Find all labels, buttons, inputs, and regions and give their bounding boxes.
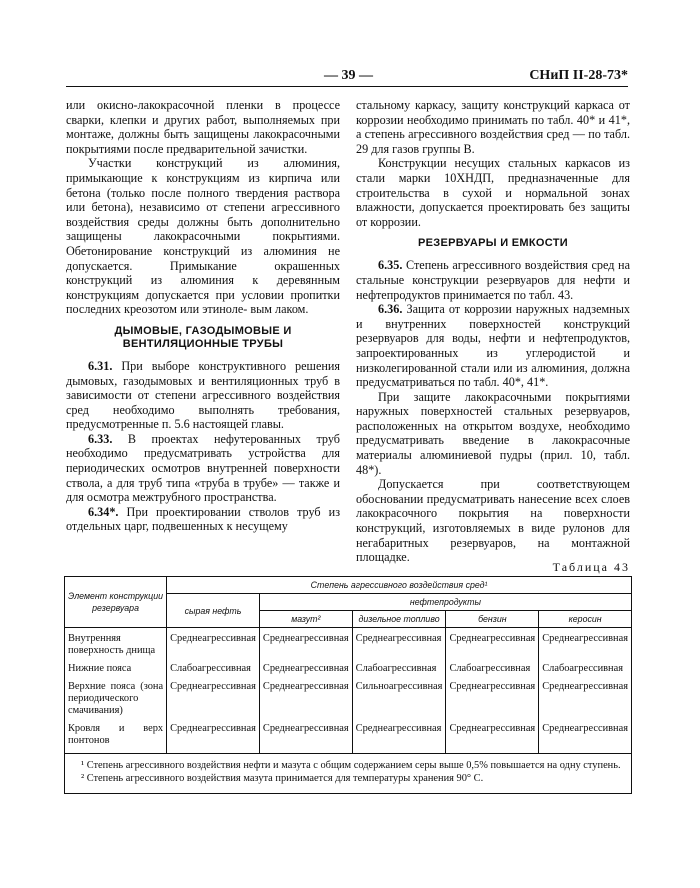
clause-number: 6.33. xyxy=(88,431,113,446)
header-gasoline: бензин xyxy=(446,611,539,628)
paragraph: Участки конструкций из алюминия, примыкающие к конструкциям из кирпича или бетона (только после полного твердения раствора или бетона), независимо от степени агрессивного воздействия среды должны быть дополнительно защищены лакокрасочными покрытиями. Обетонирование конструкций из алюминия не допускается. Примыкание окрашенных конструкций из алюминия к деревянным конструкциям допускается при условии пропитки последних креозотом или этиноле- вым лаком. xyxy=(66,156,340,317)
table-cell: Среднеагрессивная xyxy=(446,678,539,720)
table-cell: Слабоагрессивная xyxy=(167,660,260,678)
clause-6-31 xyxy=(66,359,340,432)
left-column xyxy=(66,98,340,534)
paragraph: Допускается при соответствующем обосновании предусматривать нанесение всех слоев лакокрасочного покрытия на поверхности конструкций, изготовляемых в виде рулонов для негабаритных резервуаров, на монтажной площадке. xyxy=(356,477,630,565)
table-cell: Среднеагрессивная xyxy=(167,720,260,754)
clause-number: 6.36. xyxy=(378,302,403,317)
page-number: — 39 — xyxy=(324,68,373,83)
clause-number: 6.34*. xyxy=(88,504,119,519)
table-cell: Среднеагрессивная xyxy=(446,628,539,661)
paragraph: стальному каркасу, защиту конструкций каркаса от коррозии необходимо принимать по табл. 40* и 41*, а степень агрессивного воздействия сред — по табл. 29 для газов группы В. xyxy=(356,98,630,156)
paragraph: или окисно-лакокрасочной пленки в процессе сварки, клепки и других работ, выполняемых при монтаже, должны быть защищены лакокрасочными покрытиями после предварительной зачистки. xyxy=(66,98,340,156)
header-kerosene: керосин xyxy=(539,611,632,628)
table-cell: Среднеагрессивная xyxy=(259,678,352,720)
footnote-1: ¹ Степень агрессивного воздействия нефти и мазута с общим содержанием серы выше 0,5% повышается на одну ступень. xyxy=(81,760,621,771)
table-caption: Таблица 43 xyxy=(552,560,630,574)
table-cell: Среднеагрессивная xyxy=(539,628,632,661)
table-row xyxy=(65,720,632,754)
clause-number: 6.31. xyxy=(88,358,113,373)
table-cell: Внутренняя поверхность днища xyxy=(65,628,167,661)
table-cell: Среднеагрессивная xyxy=(539,678,632,720)
table-cell: Среднеагрессивная xyxy=(167,678,260,720)
page-header xyxy=(66,66,628,88)
header-degree: Степень агрессивного воздействия сред¹ xyxy=(167,577,632,594)
table-cell: Среднеагрессивная xyxy=(539,720,632,754)
clause-text: Защита от коррозии наружных надземных и внутренних поверхностей конструкций резервуаров для воды, нефти и нефтепродуктов, запроектированных из углеродистой и низколегированной стали или из алюминия, должна предусматриваться по табл. 40*, 41*. xyxy=(356,302,630,390)
right-column xyxy=(356,98,630,565)
table-cell: Среднеагрессивная xyxy=(446,720,539,754)
clause-text: В проектах нефутерованных труб необходимо предусматривать устройства для периодических осмотров внутренней поверхности ствола, а для труб типа «труба в трубе» — также и для осмотра межтрубного пространства. xyxy=(66,431,340,505)
table-cell: Нижние пояса xyxy=(65,660,167,678)
table-row xyxy=(65,660,632,678)
table-cell: Среднеагрессивная xyxy=(167,628,260,661)
clause-text: При проектировании стволов труб из отдельных царг, подвешенных к несущему xyxy=(66,504,341,534)
table-cell: Слабоагрессивная xyxy=(446,660,539,678)
table-cell: Среднеагрессивная xyxy=(352,720,446,754)
clause-6-35 xyxy=(356,258,630,302)
header-mazut: мазут² xyxy=(259,611,352,628)
footnote-2: ² Степень агрессивного воздействия мазута принимается для температуры хранения 90° С. xyxy=(81,772,484,784)
table-43 xyxy=(64,576,632,794)
table-cell: Среднеагрессивная xyxy=(259,720,352,754)
table-cell: Кровля и верх понтонов xyxy=(65,720,167,754)
table-row xyxy=(65,628,632,661)
table-footnotes xyxy=(65,754,632,794)
clause-number: 6.35. xyxy=(378,258,403,273)
clause-6-33 xyxy=(66,432,340,505)
header-oil-products: нефтепродукты xyxy=(259,594,631,611)
header-rule xyxy=(66,86,628,87)
document-code: СНиП II-28-73* xyxy=(529,68,628,83)
header-element: Элемент конструкции резервуара xyxy=(65,577,167,628)
table-cell: Слабоагрессивная xyxy=(539,660,632,678)
section-heading: ДЫМОВЫЕ, ГАЗОДЫМОВЫЕ И ВЕНТИЛЯЦИОННЫЕ ТРУБЫ xyxy=(114,324,292,350)
header-crude-oil: сырая нефть xyxy=(167,594,260,628)
table-cell: Среднеагрессивная xyxy=(259,660,352,678)
table-cell: Сильноагрессивная xyxy=(352,678,446,720)
table-cell: Слабоагрессивная xyxy=(352,660,446,678)
header-diesel: дизельное топливо xyxy=(352,611,446,628)
clause-6-34 xyxy=(66,505,340,534)
section-heading: РЕЗЕРВУАРЫ И ЕМКОСТИ xyxy=(418,237,568,250)
table-cell: Среднеагрессивная xyxy=(352,628,446,661)
paragraph: При защите лакокрасочными покрытиями наружных поверхностей стальных резервуаров, расположенных на открытом воздухе, необходимо предусматривать введение в лакокрасочные материалы алюминиевой пудры (прил. 10, табл. 48*). xyxy=(356,389,630,477)
clause-text: Степень агрессивного воздействия сред на стальные конструкции резервуаров для нефти и нефтепродуктов принимается по табл. 43. xyxy=(356,258,630,302)
table-row xyxy=(65,678,632,720)
paragraph: Конструкции несущих стальных каркасов из стали марки 10ХНДП, предназначенные для строительства в сухой и нормальной зонах влажности, допускается проектировать без защиты от коррозии. xyxy=(356,156,630,229)
clause-text: При выборе конструктивного решения дымовых, газодымовых и вентиляционных труб в зависимости от степени агрессивного воздействия сред необходимо выполнять требования, предусмотренные п. 5.6 настоящей главы. xyxy=(66,358,341,432)
clause-6-36 xyxy=(356,302,630,390)
table-cell: Верхние пояса (зона периодического смачивания) xyxy=(65,678,167,720)
table-cell: Среднеагрессивная xyxy=(259,628,352,661)
